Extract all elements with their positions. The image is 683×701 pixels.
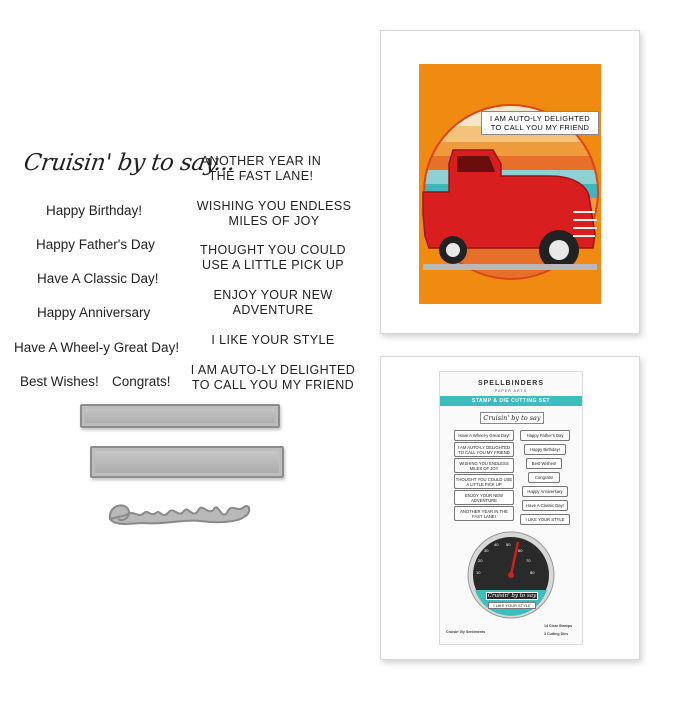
card-artwork — [419, 64, 601, 304]
pill-happy-birthday: Happy Birthday! — [524, 444, 566, 455]
gauge-banner: I LIKE YOUR STYLE — [488, 602, 536, 609]
gauge-number-50: 50 — [506, 542, 511, 547]
script-word-die — [104, 493, 256, 535]
gauge-number-30: 30 — [484, 548, 489, 553]
sentiment-like-your-style: I LIKE YOUR STYLE — [211, 333, 335, 347]
gauge-number-80: 80 — [530, 570, 535, 575]
card-photo-frame — [380, 30, 640, 334]
banner-die-large — [90, 446, 284, 478]
package-brand-sub: PAPER ARTS — [494, 389, 528, 393]
sentiment-happy-fathers-day: Happy Father's Day — [36, 237, 155, 252]
gauge-script-title: Cruisin' by to say — [487, 593, 537, 599]
card-sentiment-banner: I AM AUTO-LY DELIGHTED TO CALL YOU MY FRIEND — [481, 111, 599, 135]
pill-best-wishes: Best Wishes! — [526, 458, 562, 469]
gauge-number-10: 10 — [476, 570, 481, 575]
package-card — [439, 371, 583, 645]
package-brand: SPELLBINDERS — [477, 380, 545, 387]
pill-congrats: Congrats! — [528, 472, 560, 483]
package-photo-frame — [380, 356, 640, 660]
pill-fathers-day: Happy Father's Day — [520, 430, 570, 441]
sentiment-auto-ly-delighted: I AM AUTO-LY DELIGHTED TO CALL YOU MY FRIEND — [190, 363, 356, 392]
gauge-number-40: 40 — [494, 542, 499, 547]
sentiment-happy-anniversary: Happy Anniversary — [37, 305, 151, 320]
pill-pick-up: THOUGHT YOU COULD USE A LITTLE PICK UP — [454, 474, 514, 489]
script-title: Cruisin' by to say... — [22, 150, 237, 176]
package-script-title: Cruisin' by to say — [480, 412, 544, 424]
package-footer-dies: 3 Cutting Dies — [544, 632, 569, 636]
sentiment-new-adventure: ENJOY YOUR NEW ADVENTURE — [213, 288, 333, 317]
pill-fast-lane: ANOTHER YEAR IN THE FAST LANE! — [454, 506, 514, 521]
pill-like-your-style: I LIKE YOUR STYLE — [520, 514, 570, 525]
sentiment-wheely-great-day: Have A Wheel-y Great Day! — [14, 340, 180, 355]
pill-new-adventure: ENJOY YOUR NEW ADVENTURE — [454, 490, 514, 505]
package-footer-stamps: 14 Clear Stamps — [544, 624, 572, 628]
pill-auto-ly-delighted: I AM AUTO-LY DELIGHTED TO CALL YOU MY FRIEND — [454, 442, 514, 457]
sentiment-pick-up: THOUGHT YOU COULD USE A LITTLE PICK UP — [200, 243, 346, 272]
gauge-number-60: 60 — [518, 548, 523, 553]
gauge-number-20: 20 — [478, 558, 483, 563]
sentiment-happy-birthday: Happy Birthday! — [46, 203, 143, 218]
pill-wheely-great-day: Have A Wheel-y Great Day! — [454, 430, 514, 441]
pill-classic-day: Have A Classic Day! — [522, 500, 568, 511]
gauge-number-70: 70 — [526, 558, 531, 563]
pill-anniversary: Happy Anniversary — [522, 486, 568, 497]
package-set-type: STAMP & DIE CUTTING SET — [440, 396, 582, 406]
sentiment-classic-day: Have A Classic Day! — [37, 271, 159, 286]
banner-die-small — [80, 404, 280, 428]
package-footer-left: Cruisin' By Sentiments — [446, 630, 486, 634]
sentiment-fast-lane: ANOTHER YEAR IN THE FAST LANE! — [200, 154, 322, 183]
pill-endless-miles: WISHING YOU ENDLESS MILES OF JOY — [454, 458, 514, 473]
sentiment-congrats: Congrats! — [112, 374, 171, 389]
sentiment-endless-miles: WISHING YOU ENDLESS MILES OF JOY — [196, 199, 352, 228]
sentiment-best-wishes: Best Wishes! — [20, 374, 99, 389]
